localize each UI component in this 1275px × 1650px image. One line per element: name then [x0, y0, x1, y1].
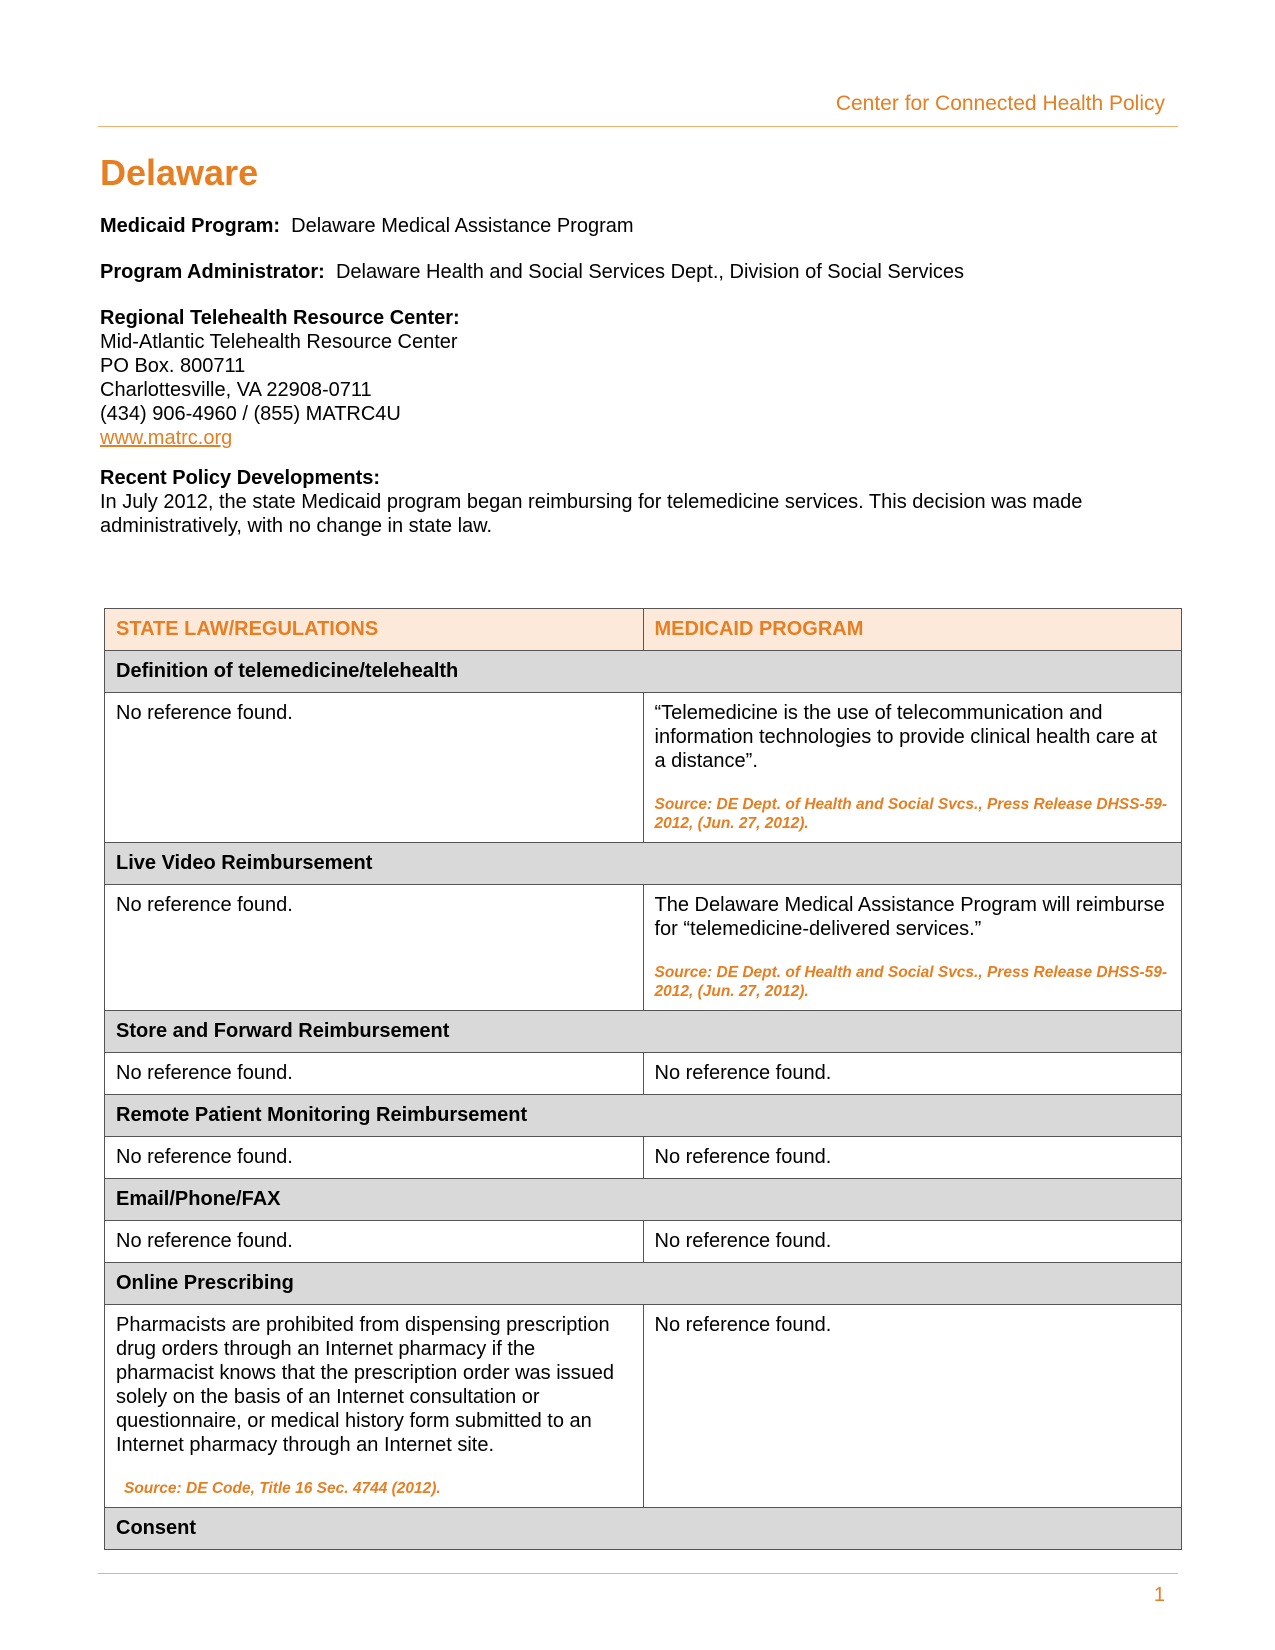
section-row	[105, 1011, 1182, 1053]
program-administrator-value: Delaware Health and Social Services Dept., Division of Social Services	[335, 261, 965, 283]
medicaid-cell: No reference found.	[643, 1053, 1182, 1095]
table-row	[105, 1137, 1182, 1179]
section-row	[105, 843, 1182, 885]
program-administrator-label: Program Administrator:	[100, 261, 325, 283]
section-row	[105, 651, 1182, 693]
rtrc-line: Charlottesville, VA 22908-0711	[100, 379, 372, 401]
rtrc-website-link[interactable]: www.matrc.org	[100, 427, 233, 449]
source-citation: Source: DE Dept. of Health and Social Svcs., Press Release DHSS-59-2012, (Jun. 27, 2012).	[654, 796, 1168, 832]
rtrc-label: Regional Telehealth Resource Center:	[100, 307, 460, 329]
section-row	[105, 1179, 1182, 1221]
source-citation: Source: DE Code, Title 16 Sec. 4744 (2012).	[124, 1480, 441, 1497]
medicaid-cell	[643, 693, 1182, 843]
rtrc-line: (434) 906-4960 / (855) MATRC4U	[100, 403, 401, 425]
section-title: Definition of telemedicine/telehealth	[105, 651, 1182, 693]
medicaid-cell	[643, 885, 1182, 1011]
state-law-cell: No reference found.	[105, 1137, 644, 1179]
footer-divider	[98, 1573, 1178, 1574]
source-citation: Source: DE Dept. of Health and Social Svcs., Press Release DHSS-59-2012, (Jun. 27, 2012).	[654, 964, 1168, 1000]
section-title: Remote Patient Monitoring Reimbursement	[105, 1095, 1182, 1137]
page-title: Delaware	[100, 152, 259, 193]
section-title: Live Video Reimbursement	[105, 843, 1182, 885]
policy-table	[104, 608, 1182, 1550]
page-number: 1	[1153, 1584, 1165, 1606]
state-law-cell: No reference found.	[105, 1221, 644, 1263]
recent-policy-line: In July 2012, the state Medicaid program began reimbursing for telemedicine services. This decision was made	[100, 491, 1083, 513]
rtrc-line: Mid-Atlantic Telehealth Resource Center	[100, 331, 458, 353]
table-header-row	[105, 609, 1182, 651]
recent-policy-line: administratively, with no change in state law.	[100, 515, 493, 537]
recent-policy-block	[100, 466, 1082, 538]
program-administrator-line	[100, 260, 964, 284]
table-row	[105, 1053, 1182, 1095]
header-org-name: Center for Connected Health Policy	[835, 92, 1165, 115]
section-title: Consent	[105, 1508, 1182, 1550]
medicaid-cell: No reference found.	[643, 1305, 1182, 1508]
medicaid-program-label: Medicaid Program:	[100, 215, 281, 237]
table-row	[105, 885, 1182, 1011]
rtrc-line: PO Box. 800711	[100, 355, 246, 377]
medicaid-cell: No reference found.	[643, 1137, 1182, 1179]
cell-text: “Telemedicine is the use of telecommunication and information technologies to provide clinical health care at a distance”.	[654, 702, 1158, 772]
state-law-cell: No reference found.	[105, 1053, 644, 1095]
cell-text: The Delaware Medical Assistance Program will reimburse for “telemedicine-delivered services.”	[654, 894, 1165, 940]
table-row	[105, 1305, 1182, 1508]
section-row	[105, 1508, 1182, 1550]
section-row	[105, 1095, 1182, 1137]
medicaid-program-value: Delaware Medical Assistance Program	[291, 215, 634, 237]
medicaid-cell: No reference found.	[643, 1221, 1182, 1263]
section-title: Email/Phone/FAX	[105, 1179, 1182, 1221]
state-law-cell	[105, 1305, 644, 1508]
section-row	[105, 1263, 1182, 1305]
section-title: Store and Forward Reimbursement	[105, 1011, 1182, 1053]
cell-text: No reference found.	[116, 702, 293, 724]
cell-text: No reference found.	[116, 894, 293, 916]
header-divider	[98, 126, 1178, 127]
header-state-law: STATE LAW/REGULATIONS	[105, 609, 644, 651]
table-row	[105, 1221, 1182, 1263]
state-law-cell	[105, 693, 644, 843]
state-law-cell	[105, 885, 644, 1011]
cell-text: Pharmacists are prohibited from dispensing prescription drug orders through an Internet pharmacy if the pharmacist knows that the prescription order was issued solely on the basis of an Internet consultation or questionnaire, or medical history form submitted to an Internet pharmacy through an Internet site.	[116, 1314, 615, 1456]
section-title: Online Prescribing	[105, 1263, 1182, 1305]
recent-policy-label: Recent Policy Developments:	[100, 467, 381, 489]
header-medicaid-program: MEDICAID PROGRAM	[643, 609, 1182, 651]
medicaid-program-line	[100, 214, 634, 238]
rtrc-block	[100, 306, 460, 450]
table-row	[105, 693, 1182, 843]
